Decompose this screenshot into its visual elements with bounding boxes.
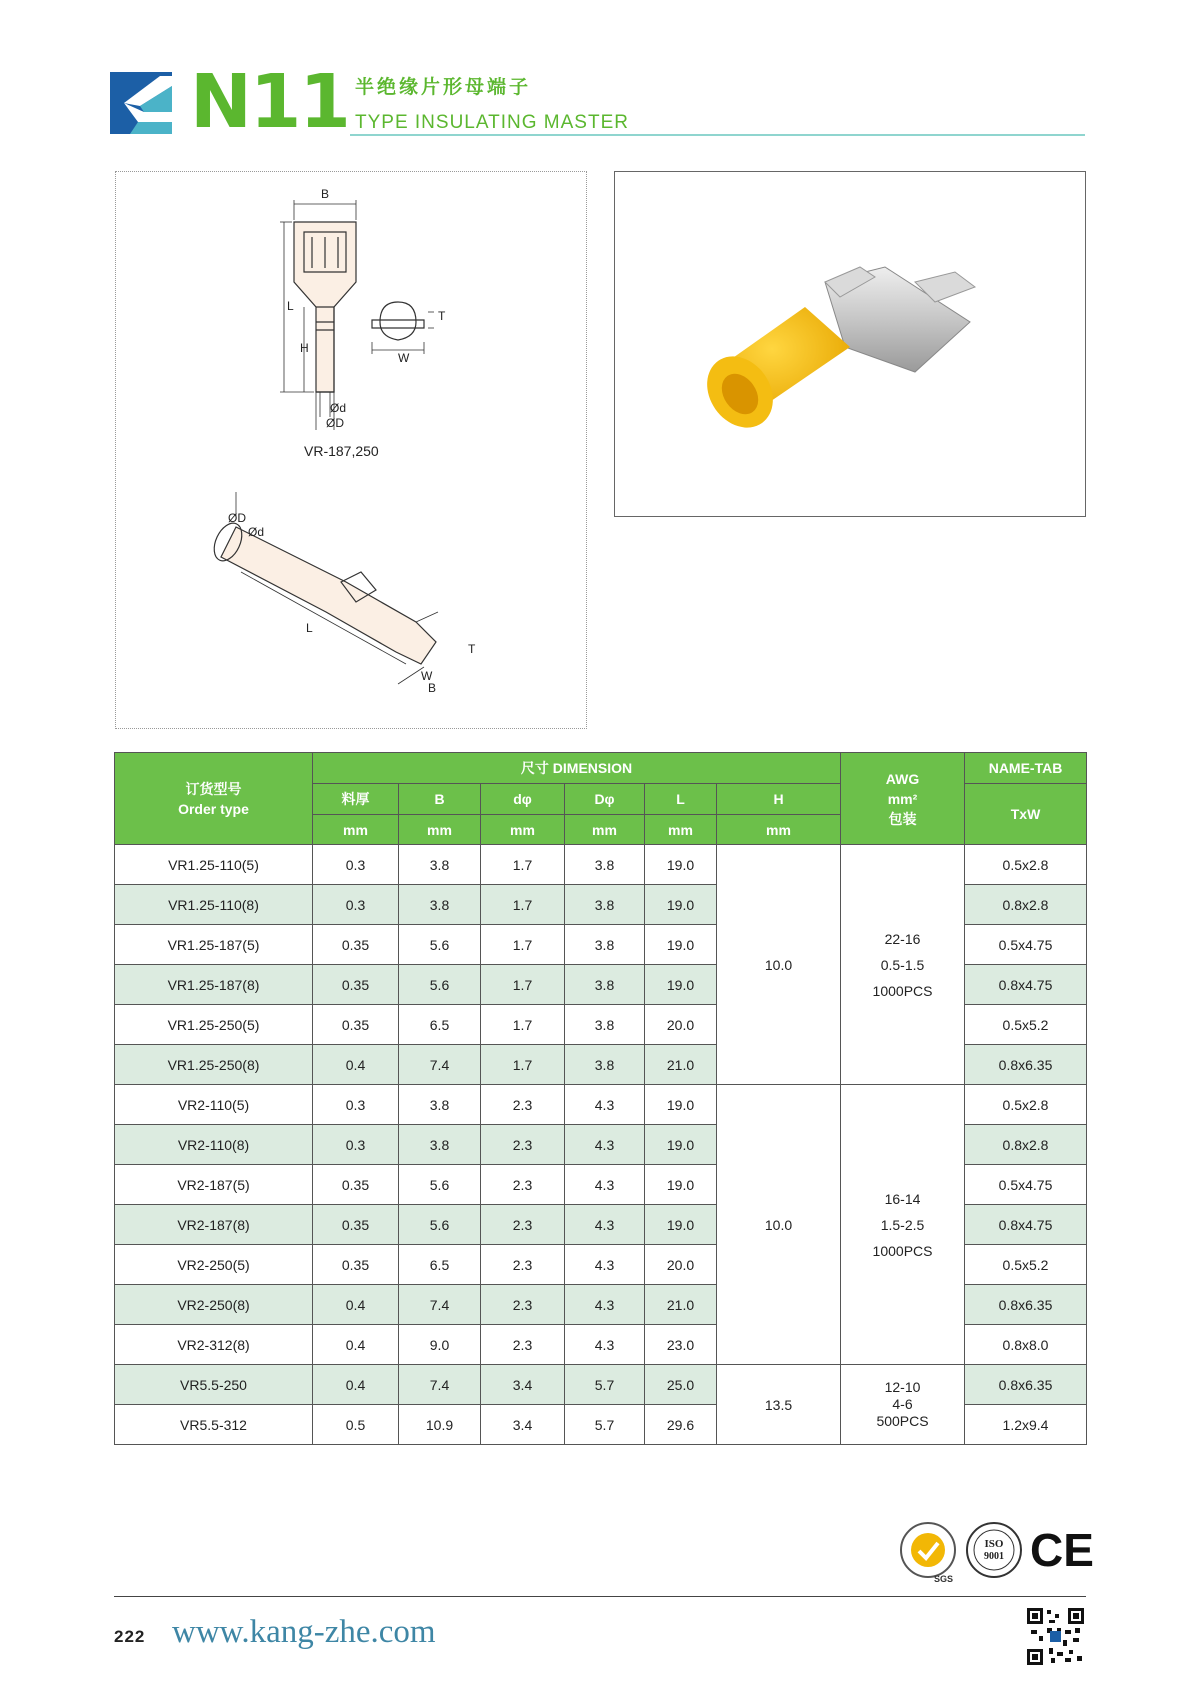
ce-mark-icon: [1030, 1524, 1094, 1576]
cell-order-type: VR5.5-312: [115, 1405, 313, 1445]
cell-tab: 0.5x5.2: [965, 1005, 1087, 1045]
cell-Dphi: 4.3: [565, 1245, 645, 1285]
iso-number: 9001: [984, 1551, 1004, 1562]
cell-Dphi: 5.7: [565, 1365, 645, 1405]
iso-dim-label-T: T: [468, 642, 476, 656]
unit-Dphi: mm: [565, 815, 645, 845]
cell-Dphi: 3.8: [565, 925, 645, 965]
cell-thickness: 0.35: [313, 925, 399, 965]
cell-h: 13.5: [717, 1365, 841, 1445]
product-photo-panel: [614, 171, 1086, 517]
cell-b: 3.8: [399, 885, 481, 925]
mm2-value: 0.5-1.5: [880, 956, 925, 973]
header-h: H: [717, 784, 841, 815]
cell-dphi: 1.7: [481, 965, 565, 1005]
cell-thickness: 0.4: [313, 1325, 399, 1365]
unit-dphi: mm: [481, 815, 565, 845]
sgs-label: SGS: [934, 1574, 954, 1584]
cell-order-type: VR1.25-110(5): [115, 845, 313, 885]
cell-Dphi: 3.8: [565, 1045, 645, 1085]
cell-tab: 0.8x6.35: [965, 1045, 1087, 1085]
cert-icons: [898, 1520, 1094, 1586]
unit-b: mm: [399, 815, 481, 845]
unit-thickness: mm: [313, 815, 399, 845]
cell-tab: 1.2x9.4: [965, 1405, 1087, 1445]
cell-order-type: VR1.25-187(8): [115, 965, 313, 1005]
cell-l: 19.0: [645, 1085, 717, 1125]
cell-tab: 0.8x4.75: [965, 965, 1087, 1005]
header-l: L: [645, 784, 717, 815]
header-order-type: [115, 753, 313, 845]
spec-table-body: [115, 845, 1087, 1445]
cell-b: 5.6: [399, 965, 481, 1005]
cell-thickness: 0.3: [313, 1085, 399, 1125]
unit-l: mm: [645, 815, 717, 845]
cell-order-type: VR2-110(8): [115, 1125, 313, 1165]
certification-marks: [898, 1520, 1094, 1586]
table-row: [115, 1085, 1087, 1125]
header-order-en: Order type: [178, 800, 249, 817]
title-chinese: 半绝缘片形母端子: [355, 77, 532, 98]
footer-divider: [114, 1596, 1086, 1597]
iso-dim-label-W: W: [421, 669, 433, 683]
cell-thickness: 0.4: [313, 1285, 399, 1325]
cell-b: 7.4: [399, 1365, 481, 1405]
iso-dim-label-D: ØD: [228, 511, 246, 525]
cell-thickness: 0.35: [313, 1165, 399, 1205]
title-english: TYPE INSULATING MASTER: [355, 112, 629, 133]
header-divider: [350, 134, 1085, 136]
cell-l: 20.0: [645, 1245, 717, 1285]
dim-label-L: L: [287, 299, 294, 313]
cell-order-type: VR2-312(8): [115, 1325, 313, 1365]
iso-dim-label-L: L: [306, 621, 313, 635]
awg-value: 12-10: [884, 1379, 921, 1395]
cell-b: 5.6: [399, 925, 481, 965]
dim-label-W: W: [398, 351, 410, 365]
cell-tab: 0.8x6.35: [965, 1365, 1087, 1405]
cell-h: 10.0: [717, 845, 841, 1085]
spec-table-header: [115, 753, 1087, 845]
cell-dphi: 2.3: [481, 1245, 565, 1285]
cell-b: 9.0: [399, 1325, 481, 1365]
cell-dphi: 3.4: [481, 1405, 565, 1445]
sgs-cert-icon: [901, 1523, 955, 1584]
cell-dphi: 1.7: [481, 885, 565, 925]
series-code: N11: [190, 59, 349, 145]
header-mm2-label: mm²: [887, 790, 918, 807]
header-thickness: 料厚: [313, 784, 399, 815]
cell-Dphi: 3.8: [565, 845, 645, 885]
cell-thickness: 0.35: [313, 1205, 399, 1245]
cell-b: 5.6: [399, 1205, 481, 1245]
cell-b: 3.8: [399, 1125, 481, 1165]
header-txw: TxW: [965, 784, 1087, 845]
cell-l: 25.0: [645, 1365, 717, 1405]
cell-l: 23.0: [645, 1325, 717, 1365]
header-dimension: 尺寸 DIMENSION: [313, 753, 841, 784]
cell-b: 6.5: [399, 1005, 481, 1045]
cell-thickness: 0.3: [313, 845, 399, 885]
awg-value: 16-14: [884, 1190, 921, 1207]
product-photo: [615, 172, 1085, 516]
model-label: VR-187,250: [304, 443, 379, 459]
ce-label: CE: [1030, 1524, 1094, 1576]
header-order-cn: 订货型号: [185, 780, 242, 797]
pack-value: 1000PCS: [872, 982, 933, 999]
cell-l: 29.6: [645, 1405, 717, 1445]
table-row: [115, 1365, 1087, 1405]
cell-tab: 0.5x2.8: [965, 1085, 1087, 1125]
cell-dphi: 3.4: [481, 1365, 565, 1405]
iso-label: ISO: [984, 1538, 1004, 1550]
cell-l: 21.0: [645, 1285, 717, 1325]
cell-l: 20.0: [645, 1005, 717, 1045]
cell-dphi: 2.3: [481, 1205, 565, 1245]
dim-label-D: ØD: [326, 416, 344, 430]
cell-Dphi: 4.3: [565, 1285, 645, 1325]
cell-dphi: 1.7: [481, 1005, 565, 1045]
dim-label-T: T: [438, 309, 446, 323]
header-dphi: dφ: [481, 784, 565, 815]
cell-order-type: VR1.25-187(5): [115, 925, 313, 965]
header-b: B: [399, 784, 481, 815]
cell-Dphi: 4.3: [565, 1205, 645, 1245]
cell-tab: 0.8x4.75: [965, 1205, 1087, 1245]
cell-thickness: 0.4: [313, 1365, 399, 1405]
cell-dphi: 1.7: [481, 1045, 565, 1085]
cell-b: 3.8: [399, 845, 481, 885]
spec-table: [114, 752, 1087, 1445]
cell-thickness: 0.3: [313, 885, 399, 925]
cell-b: 6.5: [399, 1245, 481, 1285]
cell-l: 19.0: [645, 1165, 717, 1205]
cell-awg-group: [841, 845, 965, 1085]
cell-b: 7.4: [399, 1045, 481, 1085]
cell-thickness: 0.3: [313, 1125, 399, 1165]
cell-thickness: 0.35: [313, 965, 399, 1005]
page-number: 222: [114, 1627, 146, 1646]
cell-l: 19.0: [645, 1125, 717, 1165]
cell-awg-group: [841, 1365, 965, 1445]
dim-label-H: H: [300, 341, 309, 355]
mm2-value: 1.5-2.5: [880, 1216, 925, 1233]
header-Dphi: Dφ: [565, 784, 645, 815]
cell-tab: 0.5x5.2: [965, 1245, 1087, 1285]
cell-h: 10.0: [717, 1085, 841, 1365]
cell-l: 19.0: [645, 885, 717, 925]
cell-order-type: VR2-187(8): [115, 1205, 313, 1245]
header-name-tab: NAME-TAB: [965, 753, 1087, 784]
unit-h: mm: [717, 815, 841, 845]
cell-Dphi: 4.3: [565, 1325, 645, 1365]
qr-code-icon: [1027, 1608, 1084, 1665]
cell-thickness: 0.35: [313, 1005, 399, 1045]
cell-order-type: VR1.25-250(8): [115, 1045, 313, 1085]
company-logo: [110, 72, 172, 134]
cell-dphi: 2.3: [481, 1085, 565, 1125]
technical-drawing: [116, 172, 586, 728]
header-awg-label: AWG: [885, 770, 920, 787]
table-row: [115, 845, 1087, 885]
cell-b: 10.9: [399, 1405, 481, 1445]
cell-tab: 0.8x2.8: [965, 885, 1087, 925]
cell-dphi: 1.7: [481, 845, 565, 885]
awg-value: 22-16: [884, 930, 921, 947]
iso-cert-icon: [967, 1523, 1021, 1577]
cell-thickness: 0.5: [313, 1405, 399, 1445]
cell-awg-group: [841, 1085, 965, 1365]
cell-l: 19.0: [645, 845, 717, 885]
cell-l: 19.0: [645, 965, 717, 1005]
cell-order-type: VR2-110(5): [115, 1085, 313, 1125]
cell-order-type: VR5.5-250: [115, 1365, 313, 1405]
cell-order-type: VR2-187(5): [115, 1165, 313, 1205]
technical-drawing-panel: [115, 171, 587, 729]
cell-tab: 0.5x4.75: [965, 1165, 1087, 1205]
cell-b: 3.8: [399, 1085, 481, 1125]
pack-value: 500PCS: [876, 1413, 929, 1429]
cell-thickness: 0.4: [313, 1045, 399, 1085]
mm2-value: 4-6: [892, 1396, 913, 1412]
cell-tab: 0.8x8.0: [965, 1325, 1087, 1365]
header-pack-label: 包装: [888, 810, 917, 827]
cell-b: 7.4: [399, 1285, 481, 1325]
cell-tab: 0.8x2.8: [965, 1125, 1087, 1165]
cell-Dphi: 4.3: [565, 1085, 645, 1125]
cell-l: 21.0: [645, 1045, 717, 1085]
cell-tab: 0.8x6.35: [965, 1285, 1087, 1325]
cell-dphi: 1.7: [481, 925, 565, 965]
cell-dphi: 2.3: [481, 1125, 565, 1165]
cell-order-type: VR2-250(5): [115, 1245, 313, 1285]
cell-order-type: VR2-250(8): [115, 1285, 313, 1325]
cell-order-type: VR1.25-110(8): [115, 885, 313, 925]
cell-Dphi: 4.3: [565, 1165, 645, 1205]
iso-dim-label-B: B: [428, 681, 437, 695]
cell-dphi: 2.3: [481, 1285, 565, 1325]
cell-Dphi: 5.7: [565, 1405, 645, 1445]
cell-dphi: 2.3: [481, 1325, 565, 1365]
cell-Dphi: 4.3: [565, 1125, 645, 1165]
cell-Dphi: 3.8: [565, 1005, 645, 1045]
iso-dim-label-d: Ød: [248, 525, 265, 539]
cell-Dphi: 3.8: [565, 965, 645, 1005]
header-awg: [841, 753, 965, 845]
cell-Dphi: 3.8: [565, 885, 645, 925]
cell-dphi: 2.3: [481, 1165, 565, 1205]
website-link[interactable]: www.kang-zhe.com: [172, 1614, 436, 1650]
cell-tab: 0.5x2.8: [965, 845, 1087, 885]
cell-order-type: VR1.25-250(5): [115, 1005, 313, 1045]
cell-l: 19.0: [645, 925, 717, 965]
cell-b: 5.6: [399, 1165, 481, 1205]
cell-thickness: 0.35: [313, 1245, 399, 1285]
dim-label-B: B: [321, 187, 330, 201]
cell-tab: 0.5x4.75: [965, 925, 1087, 965]
dim-label-d: Ød: [330, 401, 347, 415]
pack-value: 1000PCS: [872, 1242, 933, 1259]
cell-l: 19.0: [645, 1205, 717, 1245]
